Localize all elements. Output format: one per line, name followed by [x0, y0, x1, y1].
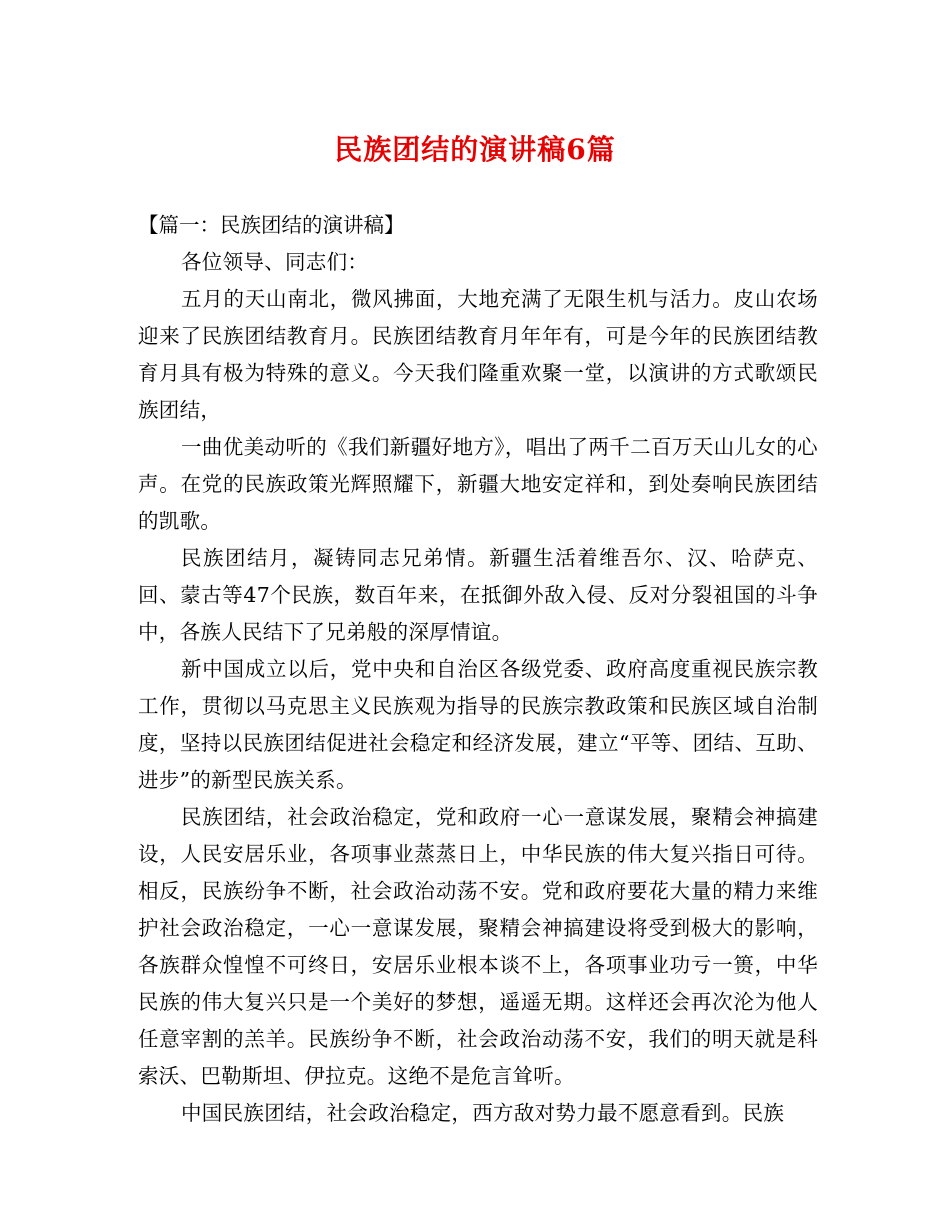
paragraph: 中国民族团结，社会政治稳定，西方敌对势力最不愿意看到。民族	[181, 1101, 785, 1125]
section-heading: 【篇一：民族团结的演讲稿】	[138, 213, 405, 237]
paragraph-greeting: 各位领导、同志们：	[181, 250, 369, 274]
paragraph: 新中国成立以后，党中央和自治区各级党委、政府高度重视民族宗教工作，贯彻以马克思主义民族观为指导的民族宗教政策和民族区域自治制度，坚持以民族团结促进社会稳定和经济发展，建立“平等、团结、互助、进步”的新型民族关系。	[138, 657, 818, 792]
paragraph: 民族团结月，凝铸同志兄弟情。新疆生活着维吾尔、汉、哈萨克、回、蒙古等47个民族，数百年来，在抵御外敌入侵、反对分裂祖国的斗争中，各族人民结下了兄弟般的深厚情谊。	[138, 546, 818, 644]
paragraph: 民族团结，社会政治稳定，党和政府一心一意谋发展，聚精会神搞建设，人民安居乐业，各项事业蒸蒸日上，中华民族的伟大复兴指日可待。相反，民族纷争不断，社会政治动荡不安。党和政府要花大量的精力来维护社会政治稳定，一心一意谋发展，聚精会神搞建设将受到极大的影响，各族群众惶惶不可终日，安居乐业根本谈不上，各项事业功亏一篑，中华民族的伟大复兴只是一个美好的梦想，遥遥无期。这样还会再次沦为他人任意宰割的羔羊。民族纷争不断，社会政治动荡不安，我们的明天就是科索沃、巴勒斯坦、伊拉克。这绝不是危言耸听。	[138, 805, 818, 1088]
paragraph: 五月的天山南北，微风拂面，大地充满了无限生机与活力。皮山农场迎来了民族团结教育月。民族团结教育月年年有，可是今年的民族团结教育月具有极为特殊的意义。今天我们隆重欢聚一堂，以演讲的方式歌颂民族团结，	[138, 287, 818, 422]
paragraph: 一曲优美动听的《我们新疆好地方》，唱出了两千二百万天山儿女的心声。在党的民族政策光辉照耀下，新疆大地安定祥和，到处奏响民族团结的凯歌。	[138, 435, 818, 533]
document-body	[138, 203, 818, 1132]
document-title: 民族团结的演讲稿6篇	[334, 133, 616, 166]
